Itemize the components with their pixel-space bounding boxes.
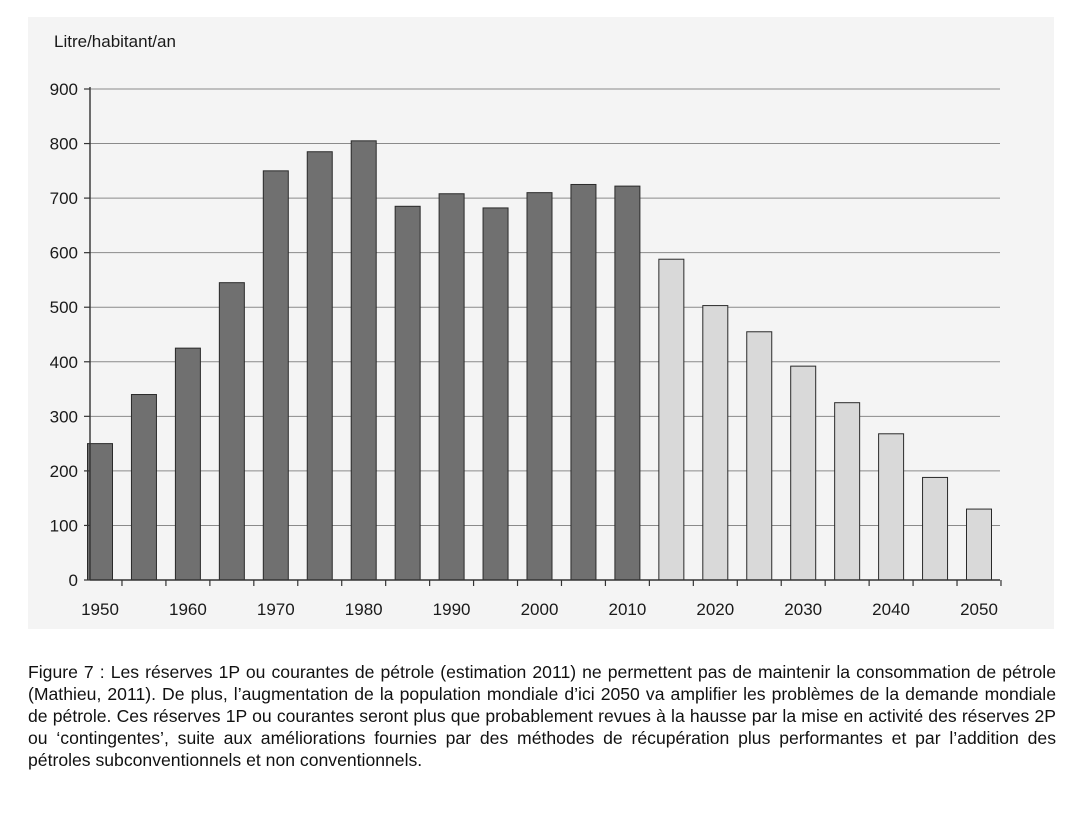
x-tick-label: 1960 [168, 600, 207, 619]
bar-historical [527, 193, 552, 580]
bar-projection [967, 509, 992, 580]
y-tick-label: 700 [49, 189, 78, 209]
y-tick-label: 900 [49, 80, 78, 99]
bar-historical [175, 348, 200, 580]
bar-historical [307, 152, 332, 580]
bar-projection [659, 259, 684, 580]
bar-historical [351, 141, 376, 580]
x-tick-label: 1970 [256, 600, 295, 619]
bar-historical [219, 283, 244, 580]
x-tick-label: 2000 [520, 600, 559, 619]
bar-projection [923, 477, 948, 580]
y-tick-label: 300 [49, 407, 78, 427]
bar-historical [571, 184, 596, 580]
bar-projection [791, 366, 816, 580]
bar-projection [835, 403, 860, 580]
y-tick-label: 800 [49, 134, 78, 154]
y-tick-label: 0 [68, 571, 78, 590]
x-tick-label: 1950 [81, 600, 119, 619]
bar-projection [747, 332, 772, 580]
bar-projection [703, 306, 728, 580]
bar-historical [263, 171, 288, 580]
x-tick-label: 1980 [344, 600, 383, 619]
x-tick-label: 2010 [608, 600, 647, 619]
bar-chart [28, 17, 1054, 629]
bar-historical [131, 395, 156, 580]
y-tick-label: 500 [49, 298, 78, 318]
x-tick-label: 2040 [872, 600, 911, 619]
bar-historical [395, 206, 420, 580]
bar-historical [439, 194, 464, 580]
x-tick-label: 2050 [960, 600, 998, 619]
chart-figure [28, 17, 1054, 629]
bars [88, 141, 992, 580]
y-axis-label: Litre/habitant/an [54, 32, 176, 51]
x-tick-label: 1990 [432, 600, 471, 619]
y-tick-label: 600 [49, 243, 78, 263]
bar-projection [879, 434, 904, 580]
x-tick-label: 2020 [696, 600, 735, 619]
y-tick-label: 200 [49, 461, 78, 481]
figure-caption: Figure 7 : Les réserves 1P ou courantes de pétrole (estimation 2011) ne permettent pas de maintenir la consommation de pétrole (Mathieu, 2011). De plus, l’augmentation de la population mondiale d’ici 2050 va amplifier les problèmes de la demande mondiale de pétrole. Ces réserves 1P ou courantes seront plus que probablement revues à la hausse par la mise en activité des réserves 2P ou ‘contingentes’, suite aux améliorations fournies par des méthodes de récupération plus performantes et par l’addition des pétroles subconventionnels et non conventionnels. [28, 662, 1056, 770]
y-tick-label: 400 [49, 352, 78, 372]
bar-historical [88, 444, 113, 580]
y-tick-label: 100 [49, 516, 78, 536]
x-tick-label: 2030 [784, 600, 823, 619]
bar-historical [483, 208, 508, 580]
bar-historical [615, 186, 640, 580]
